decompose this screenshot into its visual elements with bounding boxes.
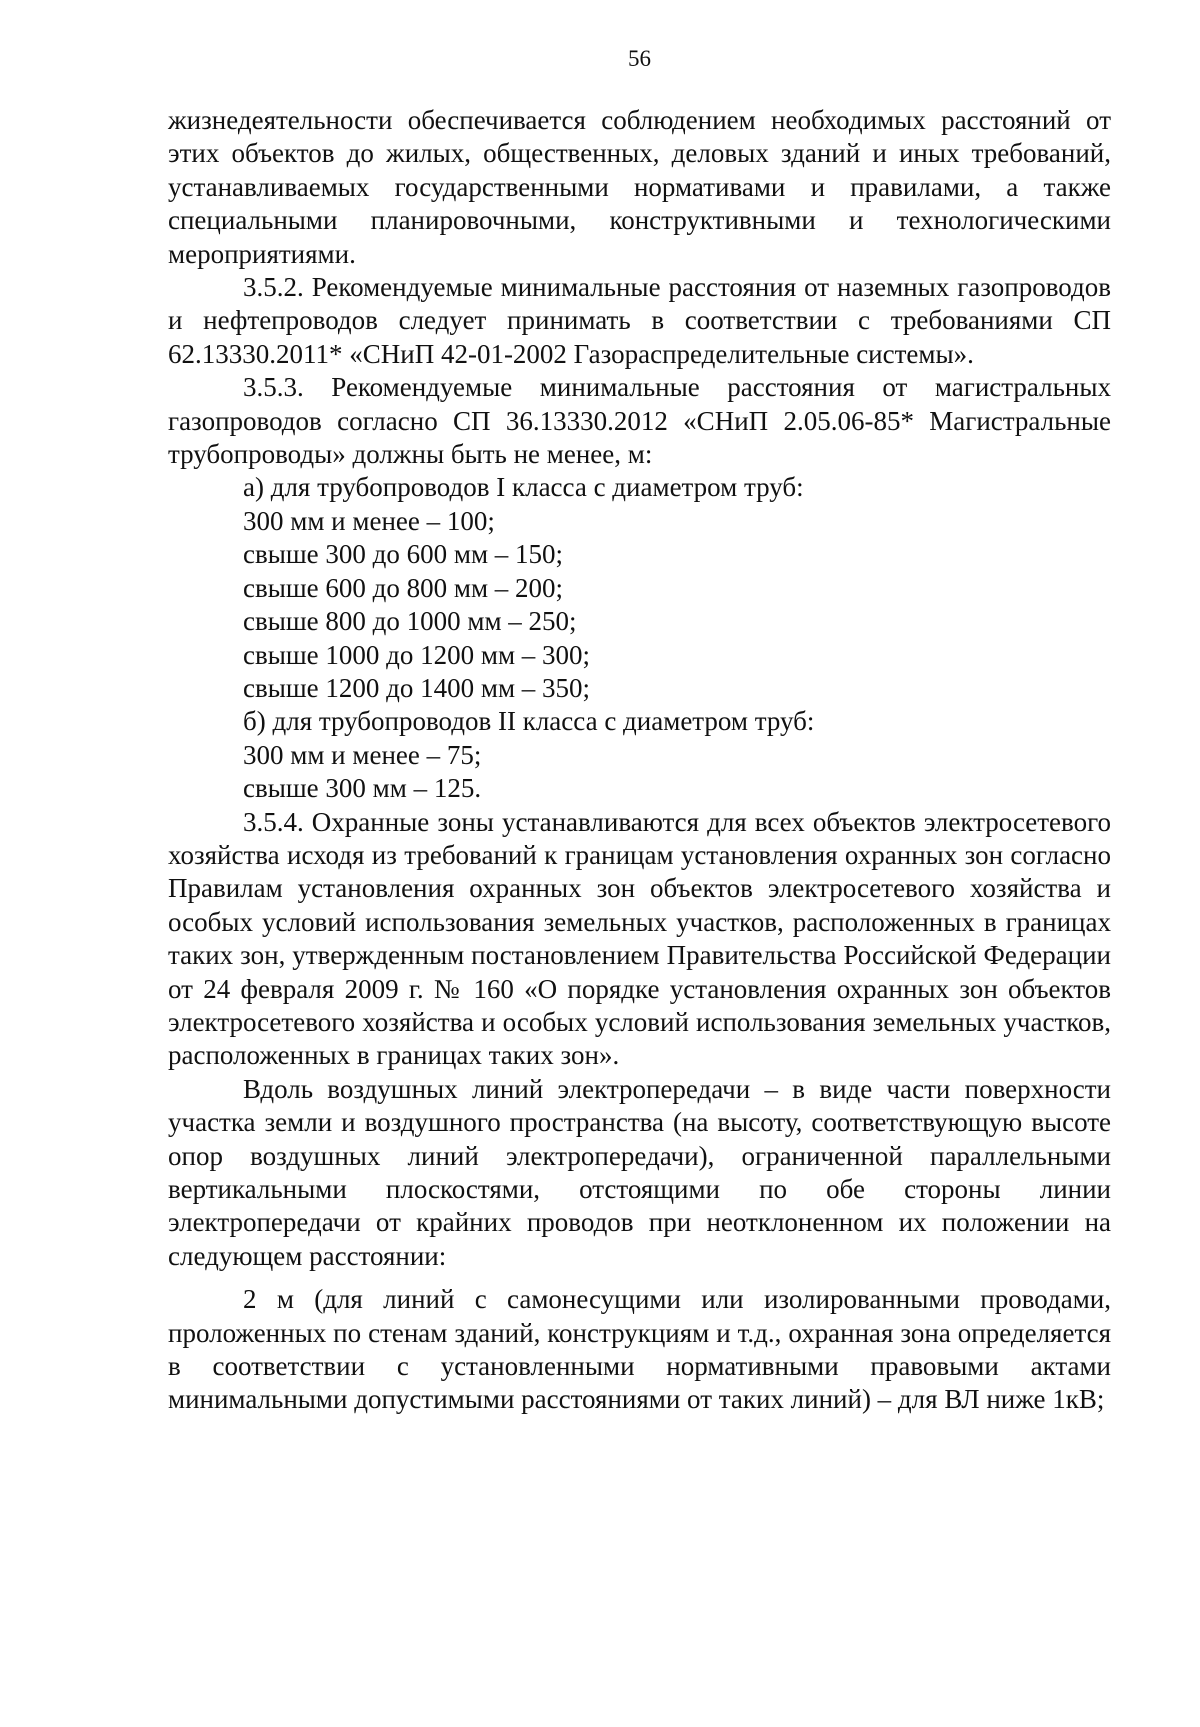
paragraph-3-5-3: 3.5.3. Рекомендуемые минимальные расстояния от магистральных газопроводов согласно СП 36.13330.2012 «СНиП 2.05.06-85* Магистральные трубопроводы» должны быть не менее, м: [168, 372, 1111, 470]
paragraph-2m-distance: 2 м (для линий с самонесущими или изолированными проводами, проложенных по стенам зданий, конструкциям и т.д., охранная зона определяется в соответствии с установленными нормативными правовыми актами минимальными допустимыми расстояниями от таких линий) – для ВЛ ниже 1кВ; [168, 1284, 1111, 1415]
paragraph-continuation: жизнедеятельности обеспечивается соблюдением необходимых расстояний от этих объектов до жилых, общественных, деловых зданий и иных требований, устанавливаемых государственными нормативами и правилами, а также специальными планировочными, конструктивными и технологическими мероприятиями. [168, 105, 1111, 269]
list-item-class-2-heading: б) для трубопроводов II класса с диаметром труб: [243, 706, 815, 737]
list-item: свыше 1200 до 1400 мм – 350; [243, 672, 591, 703]
list-item: свыше 1000 до 1200 мм – 300; [243, 639, 591, 670]
paragraph-3-5-4: 3.5.4. Охранные зоны устанавливаются для всех объектов электросетевого хозяйства исходя из требований к границам установления охранных зон согласно Правилам установления охранных зон объектов электросетевого хозяйства и особых условий использования земельных участков, расположенных в границах таких зон, утвержденным постановлением Правительства Российской Федерации от 24 февраля 2009 г. № 160 «О порядке установления охранных зон объектов электросетевого хозяйства и особых условий использования земельных участков, расположенных в границах таких зон». [168, 806, 1111, 1071]
list-item: 300 мм и менее – 75; [243, 739, 482, 770]
document-body [168, 104, 1111, 1417]
page-number: 56 [628, 46, 651, 71]
paragraph-overhead-lines: Вдоль воздушных линий электропередачи – в виде части поверхности участка земли и воздушного пространства (на высоту, соответствующую высоте опор воздушных линий электропередачи), ограниченной параллельными вертикальными плоскостями, отстоящими по обе стороны линии электропередачи от крайних проводов при неотклоненном их положении на следующем расстоянии: [168, 1073, 1111, 1271]
list-item: 300 мм и менее – 100; [243, 505, 495, 536]
list-item: свыше 300 мм – 125. [243, 773, 482, 804]
document-page [168, 0, 1111, 1727]
list-item: свыше 300 до 600 мм – 150; [243, 539, 564, 570]
paragraph-3-5-2: 3.5.2. Рекомендуемые минимальные расстояния от наземных газопроводов и нефтепроводов следует принимать в соответствии с требованиями СП 62.13330.2011* «СНиП 42-01-2002 Газораспределительные системы». [168, 272, 1111, 369]
list-item-class-1-heading: а) для трубопроводов I класса с диаметром труб: [243, 472, 804, 503]
list-item: свыше 800 до 1000 мм – 250; [243, 606, 577, 637]
list-item: свыше 600 до 800 мм – 200; [243, 572, 564, 603]
